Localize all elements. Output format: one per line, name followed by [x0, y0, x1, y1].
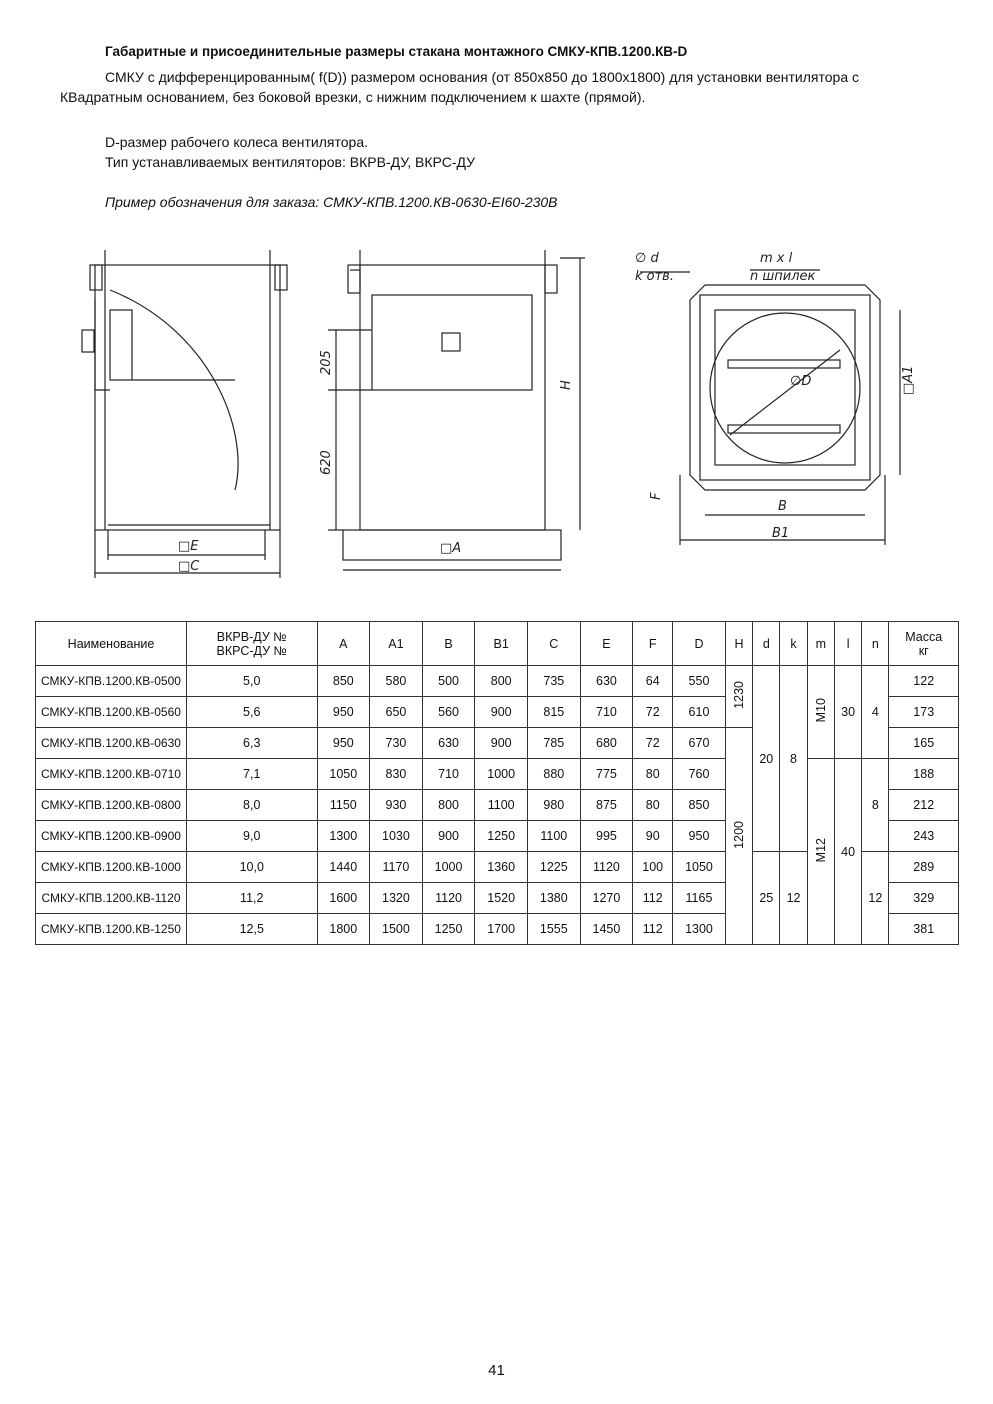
- dim-e: □E: [178, 539, 199, 554]
- col-e: E: [580, 622, 633, 666]
- table-row: СМКУ-КПВ.1200.КВ-0900 9,0 1300 1030 900 1250 1100 995 90 950 243: [36, 821, 959, 852]
- dim-f: F: [649, 492, 664, 500]
- description-d: D-размер рабочего колеса вентилятора.: [105, 134, 368, 150]
- stud-count: n шпилек: [750, 269, 816, 284]
- description-line-1: СМКУ с дифференцированным( f(D)) размером основания (от 850х850 до 1800х1800) для установки вентилятора с: [105, 69, 859, 85]
- stud-size: m x l: [760, 251, 793, 266]
- description-line-2: КВадратным основанием, без боковой врезки, с нижним подключением к шахте (прямой).: [60, 89, 646, 105]
- page-title: Габаритные и присоединительные размеры стакана монтажного СМКУ-КПВ.1200.КВ-D: [105, 44, 688, 59]
- dim-b1: B1: [772, 526, 790, 541]
- col-fan: ВКРВ-ДУ № ВКРС-ДУ №: [187, 622, 318, 666]
- col-hole-d: d: [753, 622, 780, 666]
- table-row: СМКУ-КПВ.1200.КВ-0500 5,0 850 580 500 800 735 630 64 550 1230 20 8 M10 30 4 122: [36, 666, 959, 697]
- table-row: СМКУ-КПВ.1200.КВ-1000 10,0 1440 1170 1000 1360 1225 1120 100 1050 25 12 12 289: [36, 852, 959, 883]
- hole-count: k отв.: [635, 269, 674, 284]
- col-d: D: [673, 622, 726, 666]
- table-row: СМКУ-КПВ.1200.КВ-0800 8,0 1150 930 800 1100 980 875 80 850 212: [36, 790, 959, 821]
- col-h: H: [725, 622, 752, 666]
- table-row: СМКУ-КПВ.1200.КВ-1120 11,2 1600 1320 1120 1520 1380 1270 112 1165 329: [36, 883, 959, 914]
- table-header-row: [36, 622, 959, 666]
- col-name: Наименование: [36, 622, 187, 666]
- technical-drawing: [50, 230, 930, 590]
- dim-b: B: [778, 499, 787, 514]
- dim-diameter: ∅D: [790, 374, 812, 389]
- page-number: 41: [488, 1362, 505, 1379]
- col-c: C: [528, 622, 581, 666]
- table-row: СМКУ-КПВ.1200.КВ-1250 12,5 1800 1500 1250 1700 1555 1450 112 1300 381: [36, 914, 959, 945]
- col-m: m: [807, 622, 834, 666]
- col-a: A: [317, 622, 370, 666]
- col-b1: B1: [475, 622, 528, 666]
- dim-620: 620: [319, 450, 334, 475]
- plan-view: [640, 270, 900, 545]
- col-l: l: [835, 622, 862, 666]
- dim-a1: □A1: [901, 365, 916, 395]
- table-row: СМКУ-КПВ.1200.КВ-0630 6,3 950 730 630 900 785 680 72 670 1200 165: [36, 728, 959, 759]
- table-row: СМКУ-КПВ.1200.КВ-0560 5,6 950 650 560 900 815 710 72 610 173: [36, 697, 959, 728]
- dim-a: □A: [440, 541, 462, 556]
- col-a1: A1: [370, 622, 423, 666]
- col-b: B: [422, 622, 475, 666]
- description-fans: Тип устанавливаемых вентиляторов: ВКРВ-ДУ, ВКРС-ДУ: [105, 154, 476, 170]
- hole-diameter: ∅ d: [635, 251, 659, 266]
- dim-c: □C: [178, 559, 200, 574]
- col-k: k: [780, 622, 807, 666]
- table-row: СМКУ-КПВ.1200.КВ-0710 7,1 1050 830 710 1000 880 775 80 760 M12 40 8 188: [36, 759, 959, 790]
- col-n: n: [862, 622, 889, 666]
- front-view: [328, 250, 585, 570]
- dim-205: 205: [319, 350, 334, 375]
- order-example: Пример обозначения для заказа: СМКУ-КПВ.1200.КВ-0630-EI60-230В: [105, 194, 558, 210]
- side-view: [82, 250, 287, 578]
- col-mass: Масса кг: [889, 622, 959, 666]
- col-f: F: [633, 622, 673, 666]
- dim-h: H: [559, 380, 574, 390]
- spec-table: [35, 621, 959, 945]
